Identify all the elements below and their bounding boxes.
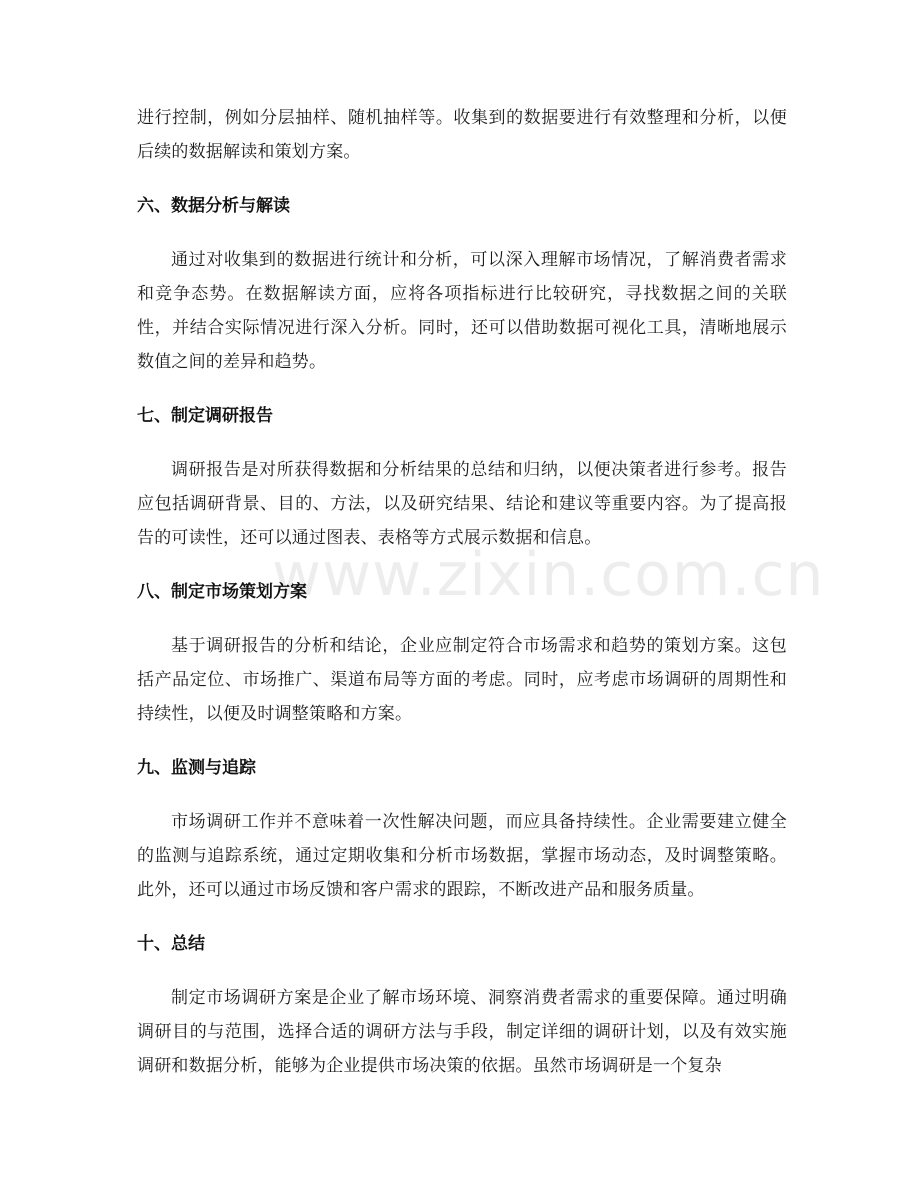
section-body-8: 基于调研报告的分析和结论，企业应制定符合市场需求和趋势的策划方案。这包括产品定位、市场推广、渠道布局等方面的考虑。同时，应考虑市场调研的周期性和持续性，以便及时调整策略和方案。 <box>137 636 787 724</box>
section-heading-8: 八、制定市场策划方案 <box>137 582 307 602</box>
section-heading-7: 七、制定调研报告 <box>137 406 273 426</box>
section-heading-6: 六、数据分析与解读 <box>137 196 290 216</box>
document-content <box>137 101 787 1083</box>
section-body-10: 制定市场调研方案是企业了解市场环境、洞察消费者需求的重要保障。通过明确调研目的与范围，选择合适的调研方法与手段，制定详细的调研计划，以及有效实施调研和数据分析，能够为企业提供市场决策的依据。虽然市场调研是一个复杂 <box>137 988 787 1076</box>
watermark: www.zixin.com.cn <box>272 540 825 610</box>
section-body-7: 调研报告是对所获得数据和分析结果的总结和归纳，以便决策者进行参考。报告应包括调研背景、目的、方法，以及研究结果、结论和建议等重要内容。为了提高报告的可读性，还可以通过图表、表格等方式展示数据和信息。 <box>137 460 787 548</box>
section-heading-9: 九、监测与追踪 <box>137 758 256 778</box>
section-heading-10: 十、总结 <box>137 934 205 954</box>
section-body-6: 通过对收集到的数据进行统计和分析，可以深入理解市场情况，了解消费者需求和竞争态势。在数据解读方面，应将各项指标进行比较研究，寻找数据之间的关联性，并结合实际情况进行深入分析。同时，还可以借助数据可视化工具，清晰地展示数值之间的差异和趋势。 <box>137 250 787 372</box>
section-body-9: 市场调研工作并不意味着一次性解决问题，而应具备持续性。企业需要建立健全的监测与追踪系统，通过定期收集和分析市场数据，掌握市场动态，及时调整策略。此外，还可以通过市场反馈和客户需求的跟踪，不断改进产品和服务质量。 <box>137 812 787 900</box>
intro-paragraph: 进行控制，例如分层抽样、随机抽样等。收集到的数据要进行有效整理和分析，以便后续的数据解读和策划方案。 <box>137 108 787 162</box>
